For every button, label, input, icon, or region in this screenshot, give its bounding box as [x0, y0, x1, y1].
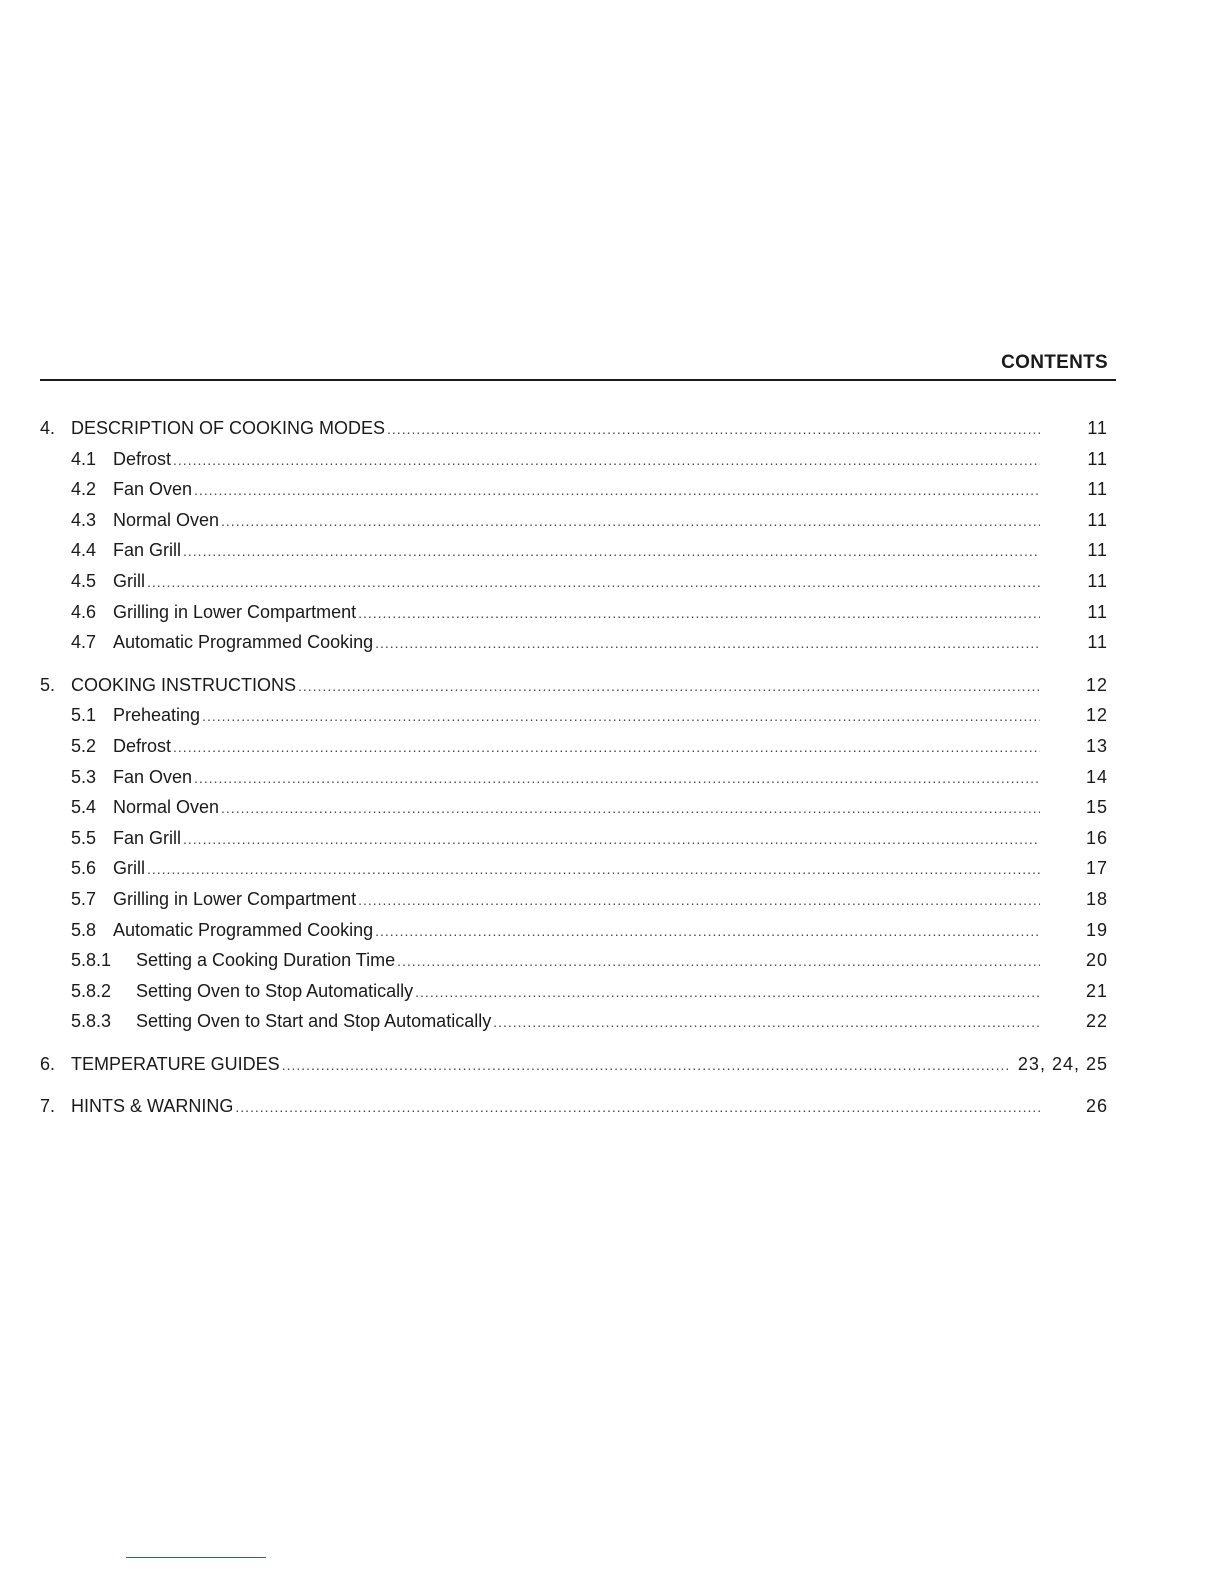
toc-entry-5-7[interactable]	[40, 889, 1108, 920]
toc-entry-page: 21	[1085, 980, 1108, 1001]
toc-entry-4-5[interactable]	[40, 571, 1108, 602]
toc-entry-5-6[interactable]	[40, 858, 1108, 889]
toc-entry-page: 14	[1085, 766, 1108, 787]
toc-entry-label: Normal Oven	[113, 797, 220, 818]
toc-dot-leader	[375, 635, 1040, 651]
toc-entry-label: Setting Oven to Stop Automatically	[136, 980, 414, 1001]
toc-dot-leader	[493, 1014, 1040, 1030]
toc-entry-label: Automatic Programmed Cooking	[113, 632, 374, 653]
toc-dot-leader	[235, 1099, 1040, 1115]
toc-entry-number: 5.8.2	[71, 980, 112, 1001]
toc-entry-5-5[interactable]	[40, 828, 1108, 859]
toc-entry-label: Fan Grill	[113, 540, 182, 561]
toc-dot-leader	[173, 739, 1040, 755]
toc-entry-6[interactable]	[40, 1054, 1108, 1085]
toc-entry-number: 4.1	[71, 448, 97, 469]
toc-dot-leader	[147, 574, 1040, 590]
toc-dot-leader	[194, 770, 1040, 786]
toc-entry-4-2[interactable]	[40, 479, 1108, 510]
toc-entry-label: Defrost	[113, 448, 172, 469]
toc-entry-5-8-1[interactable]	[40, 950, 1108, 981]
toc-dot-leader	[282, 1057, 1008, 1073]
toc-entry-5-8-2[interactable]	[40, 981, 1108, 1012]
footer-rule	[126, 1557, 266, 1558]
toc-entry-label: Grill	[113, 858, 145, 879]
toc-entry-label: Setting a Cooking Duration Time	[136, 950, 396, 971]
toc-dot-leader	[173, 452, 1040, 468]
toc-entry-label: TEMPERATURE GUIDES	[71, 1053, 280, 1074]
toc-entry-4-6[interactable]	[40, 602, 1108, 633]
toc-dot-leader	[221, 800, 1040, 816]
page-title: CONTENTS	[1001, 352, 1108, 373]
toc-entry-label: Grilling in Lower Compartment	[113, 888, 357, 909]
toc-entry-number: 6.	[40, 1053, 56, 1074]
toc-entry-page: 19	[1085, 919, 1108, 940]
toc-entry-number: 5.3	[71, 766, 97, 787]
toc-entry-number: 4.6	[71, 601, 97, 622]
toc-entry-label: Normal Oven	[113, 509, 220, 530]
header-divider	[40, 379, 1116, 381]
toc-entry-page: 11	[1087, 632, 1108, 653]
toc-entry-4-3[interactable]	[40, 510, 1108, 541]
toc-entry-number: 5.5	[71, 827, 97, 848]
toc-entry-page: 12	[1085, 705, 1108, 726]
toc-entry-page: 11	[1087, 479, 1108, 500]
toc-entry-number: 5.8	[71, 919, 97, 940]
toc-entry-4-7[interactable]	[40, 632, 1108, 663]
toc-entry-page: 16	[1085, 827, 1108, 848]
toc-entry-4-1[interactable]	[40, 449, 1108, 480]
toc-entry-4-4[interactable]	[40, 540, 1108, 571]
toc-entry-7[interactable]	[40, 1096, 1108, 1127]
toc-entry-page: 11	[1087, 540, 1108, 561]
toc-entry-number: 5.4	[71, 797, 97, 818]
toc-entry-label: COOKING INSTRUCTIONS	[71, 674, 297, 695]
toc-entry-label: Fan Oven	[113, 479, 193, 500]
toc-entry-label: Setting Oven to Start and Stop Automatically	[136, 1011, 492, 1032]
toc-entry-number: 5.6	[71, 858, 97, 879]
toc-entry-label: DESCRIPTION OF COOKING MODES	[71, 418, 386, 438]
table-of-contents	[40, 418, 1108, 1127]
toc-entry-page: 26	[1085, 1096, 1108, 1117]
toc-dot-leader	[202, 708, 1040, 724]
toc-entry-number: 5.2	[71, 735, 97, 756]
toc-entry-5-3[interactable]	[40, 767, 1108, 798]
toc-entry-label: Automatic Programmed Cooking	[113, 919, 374, 940]
toc-entry-page: 11	[1087, 601, 1108, 622]
toc-entry-page: 15	[1085, 797, 1108, 818]
toc-dot-leader	[358, 605, 1040, 621]
toc-entry-page: 11	[1087, 448, 1108, 469]
toc-entry-page: 22	[1085, 1011, 1108, 1032]
toc-entry-number: 5.	[40, 674, 56, 695]
toc-entry-page: 11	[1087, 570, 1108, 591]
toc-entry-number: 5.8.1	[71, 950, 112, 971]
toc-entry-number: 4.	[40, 418, 56, 438]
toc-entry-page: 23, 24, 25	[1017, 1053, 1108, 1074]
toc-dot-leader	[397, 953, 1040, 969]
toc-dot-leader	[183, 543, 1040, 559]
toc-dot-leader	[194, 482, 1040, 498]
toc-dot-leader	[183, 831, 1040, 847]
toc-entry-label: Fan Grill	[113, 827, 182, 848]
toc-entry-page: 11	[1087, 509, 1108, 530]
toc-entry-4[interactable]	[40, 418, 1108, 449]
toc-entry-label: Grill	[113, 570, 145, 591]
toc-entry-label: HINTS & WARNING	[71, 1096, 234, 1117]
toc-dot-leader	[298, 678, 1040, 694]
toc-entry-5-8-3[interactable]	[40, 1011, 1108, 1042]
toc-entry-number: 4.7	[71, 632, 97, 653]
toc-dot-leader	[387, 421, 1040, 437]
toc-entry-5[interactable]	[40, 675, 1108, 706]
toc-entry-page: 18	[1085, 888, 1108, 909]
toc-entry-label: Fan Oven	[113, 766, 193, 787]
toc-entry-page: 12	[1085, 674, 1108, 695]
toc-entry-5-1[interactable]	[40, 705, 1108, 736]
toc-entry-page: 11	[1087, 418, 1108, 438]
toc-dot-leader	[375, 923, 1040, 939]
toc-dot-leader	[221, 513, 1040, 529]
toc-entry-label: Preheating	[113, 705, 201, 726]
toc-dot-leader	[147, 861, 1040, 877]
toc-entry-number: 4.4	[71, 540, 97, 561]
toc-entry-number: 5.7	[71, 888, 97, 909]
toc-entry-number: 5.1	[71, 705, 97, 726]
toc-entry-number: 4.2	[71, 479, 97, 500]
toc-entry-label: Grilling in Lower Compartment	[113, 601, 357, 622]
toc-entry-number: 4.5	[71, 570, 97, 591]
toc-entry-page: 20	[1085, 950, 1108, 971]
toc-entry-page: 13	[1085, 735, 1108, 756]
toc-entry-number: 7.	[40, 1096, 56, 1117]
toc-entry-5-8[interactable]	[40, 920, 1108, 951]
toc-dot-leader	[358, 892, 1040, 908]
toc-dot-leader	[415, 984, 1040, 1000]
toc-entry-label: Defrost	[113, 735, 172, 756]
toc-entry-5-4[interactable]	[40, 797, 1108, 828]
toc-entry-5-2[interactable]	[40, 736, 1108, 767]
toc-entry-number: 4.3	[71, 509, 97, 530]
toc-entry-number: 5.8.3	[71, 1011, 112, 1032]
toc-entry-page: 17	[1085, 858, 1108, 879]
